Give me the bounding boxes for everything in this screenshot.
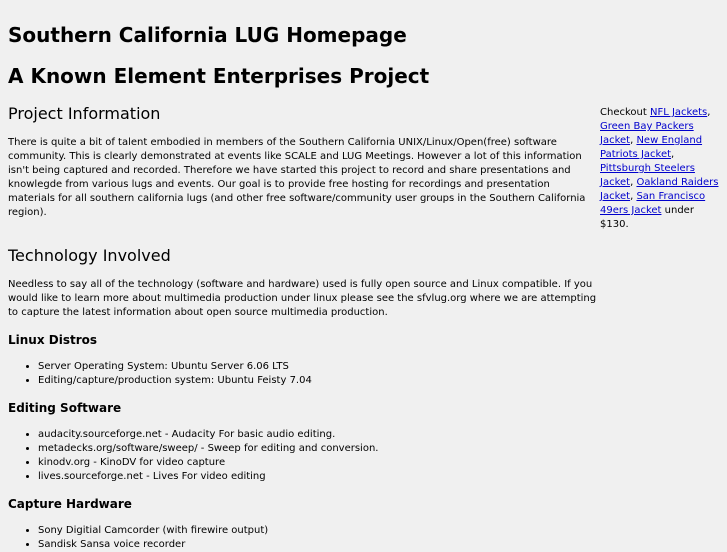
- link-nfl-jackets[interactable]: NFL Jackets: [649, 107, 708, 118]
- separator-text: ,: [671, 149, 675, 160]
- technology-involved-text: Needless to say all of the technology (software and hardware) used is fully open source and Linux compatible. If you would like to learn more about multimedia production under linux please see the sfvlug.org where we are attempting to capture the latest information about open source multimedia production.: [8, 279, 597, 318]
- separator-text: ,: [630, 177, 637, 188]
- separator-text: ,: [630, 135, 637, 146]
- section-heading-technology-involved: Technology Involved: [8, 246, 171, 265]
- link-green-bay-packers-jacket[interactable]: Green Bay Packers Jacket: [600, 121, 694, 146]
- link-oakland-raiders-jacket[interactable]: Oakland Raiders Jacket: [600, 177, 719, 202]
- linux-distros-list: [8, 360, 598, 388]
- editing-software-list: [8, 428, 598, 484]
- page-subtitle: A Known Element Enterprises Project: [8, 64, 430, 88]
- page-title: Southern California LUG Homepage: [8, 23, 407, 47]
- list-item: • audacity.sourceforge.net - Audacity For basic audio editing.: [38, 428, 598, 442]
- sidebar-outro-text: under $130.: [600, 205, 694, 230]
- separator-text: ,: [707, 107, 711, 118]
- list-item: • kinodv.org - KinoDV for video capture: [38, 456, 598, 470]
- link-pittsburgh-steelers-jacket[interactable]: Pittsburgh Steelers Jacket: [600, 163, 695, 188]
- separator-text: ,: [630, 191, 637, 202]
- sidebar-intro-text: Checkout: [600, 107, 650, 118]
- link-san-francisco-49ers-jacket[interactable]: San Francisco 49ers Jacket: [600, 191, 706, 216]
- section-heading-project-information: Project Information: [8, 104, 161, 123]
- capture-hardware-list: [8, 524, 598, 552]
- subsection-heading-capture-hardware: Capture Hardware: [8, 497, 132, 511]
- link-new-england-patriots-jacket[interactable]: New England Patriots Jacket: [600, 135, 703, 160]
- subsection-heading-editing-software: Editing Software: [8, 401, 122, 415]
- list-item: • Editing/capture/production system: Ubuntu Feisty 7.04: [38, 374, 598, 388]
- subsection-heading-linux-distros: Linux Distros: [8, 333, 98, 347]
- list-item: • lives.sourceforge.net - Lives For video editing: [38, 470, 598, 484]
- list-item: • metadecks.org/software/sweep/ - Sweep for editing and conversion.: [38, 442, 598, 456]
- project-information-text: There is quite a bit of talent embodied in members of the Southern California UNIX/Linux/Open(free) software community. This is clearly demonstrated at events like SCALE and LUG Meetings. However a lot of this information isn't being captured and recorded. Therefore we have started this project to record and share presentations and knowlegde from various lugs and events. Our goal is to provide free hosting for recordings and presentation materials for all southern california lugs (and other free software/community user groups in the Southern California region).: [8, 137, 586, 218]
- list-item: • Sandisk Sansa voice recorder: [38, 538, 598, 552]
- list-item: • Sony Digitial Camcorder (with firewire output): [38, 524, 598, 538]
- list-item: • Server Operating System: Ubuntu Server 6.06 LTS: [38, 360, 598, 374]
- main-content: [8, 104, 598, 552]
- sidebar-ad: [600, 106, 725, 232]
